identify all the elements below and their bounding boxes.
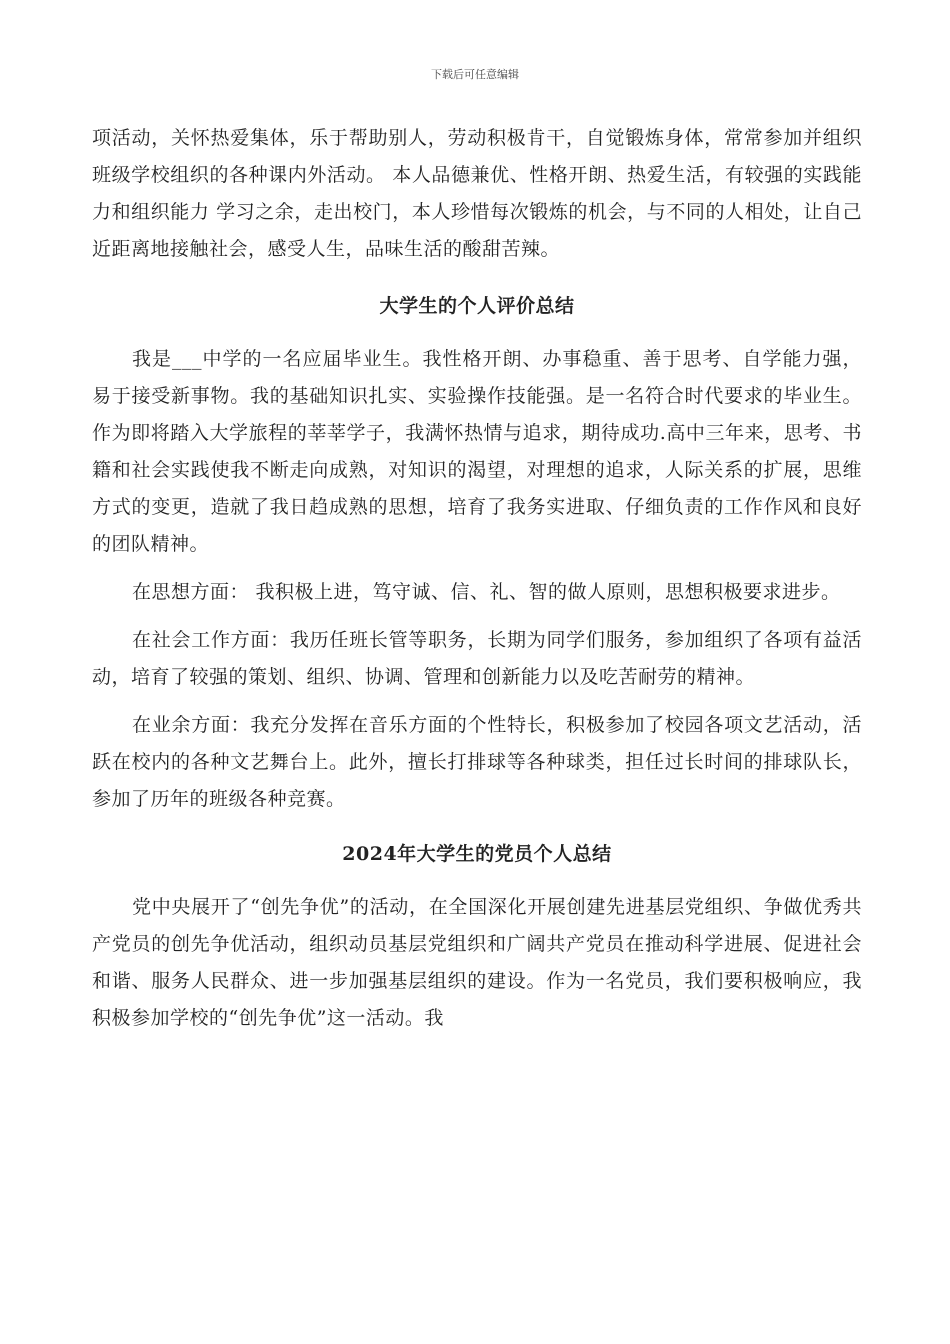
paragraph-ideology: 在思想方面： 我积极上进，笃守诚、信、礼、智的做人原则，思想积极要求进步。 bbox=[132, 581, 841, 603]
paragraph-party-activity: 党中央展开了“创先争优”的活动，在全国深化开展创建先进基层党组织、争做优秀共产党员的创先争优活动，组织动员基层党组织和广阔共产党员在推动科学进展、促进社会和谐、服务人民群众、进一步加强基层组织的建设。作为一名党员，我们要积极响应，我积极参加学校的“创先争优”这一活动。我 bbox=[92, 896, 862, 1029]
section-heading-party-member-summary: 2024年大学生的党员个人总结 bbox=[342, 843, 612, 865]
paragraph-leisure: 在业余方面：我充分发挥在音乐方面的个性特长，积极参加了校园各项文艺活动，活跃在校内的各种文艺舞台上。此外，擅长打排球等各种球类，担任过长时间的排球队长，参加了历年的班级各种竞赛。 bbox=[92, 714, 862, 810]
section-heading-personal-evaluation: 大学生的个人评价总结 bbox=[379, 295, 575, 317]
paragraph-social-work: 在社会工作方面：我历任班长管等职务，长期为同学们服务，参加组织了各项有益活动，培育了较强的策划、组织、协调、管理和创新能力以及吃苦耐劳的精神。 bbox=[92, 629, 862, 688]
paragraph-self-introduction: 我是___中学的一名应届毕业生。我性格开朗、办事稳重、善于思考、自学能力强，易于接受新事物。我的基础知识扎实、实验操作技能强。是一名符合时代要求的毕业生。 作为即将踏入大学旅程的莘莘学子，我满怀热情与追求，期待成功.高中三年来，思考、书籍和社会实践使我不断走向成熟，对知识的渴望，对理想的追求，人际关系的扩展，思维方式的变更，造就了我日趋成熟的思想，培育了我务实进取、仔细负责的工作作风和良好的团队精神。 bbox=[92, 348, 869, 555]
page-header: 下载后可任意编辑 bbox=[431, 68, 519, 81]
document-body bbox=[92, 120, 869, 1048]
intro-paragraph: 项活动，关怀热爱集体，乐于帮助别人，劳动积极肯干，自觉锻炼身体，常常参加并组织班级学校组织的各种课内外活动。 本人品德兼优、性格开朗、热爱生活，有较强的实践能力和组织能力 学习之余，走出校门，本人珍惜每次锻炼的机会，与不同的人相处，让自己近距离地接触社会，感受人生，品味生活的酸甜苦辣。 bbox=[92, 127, 862, 260]
